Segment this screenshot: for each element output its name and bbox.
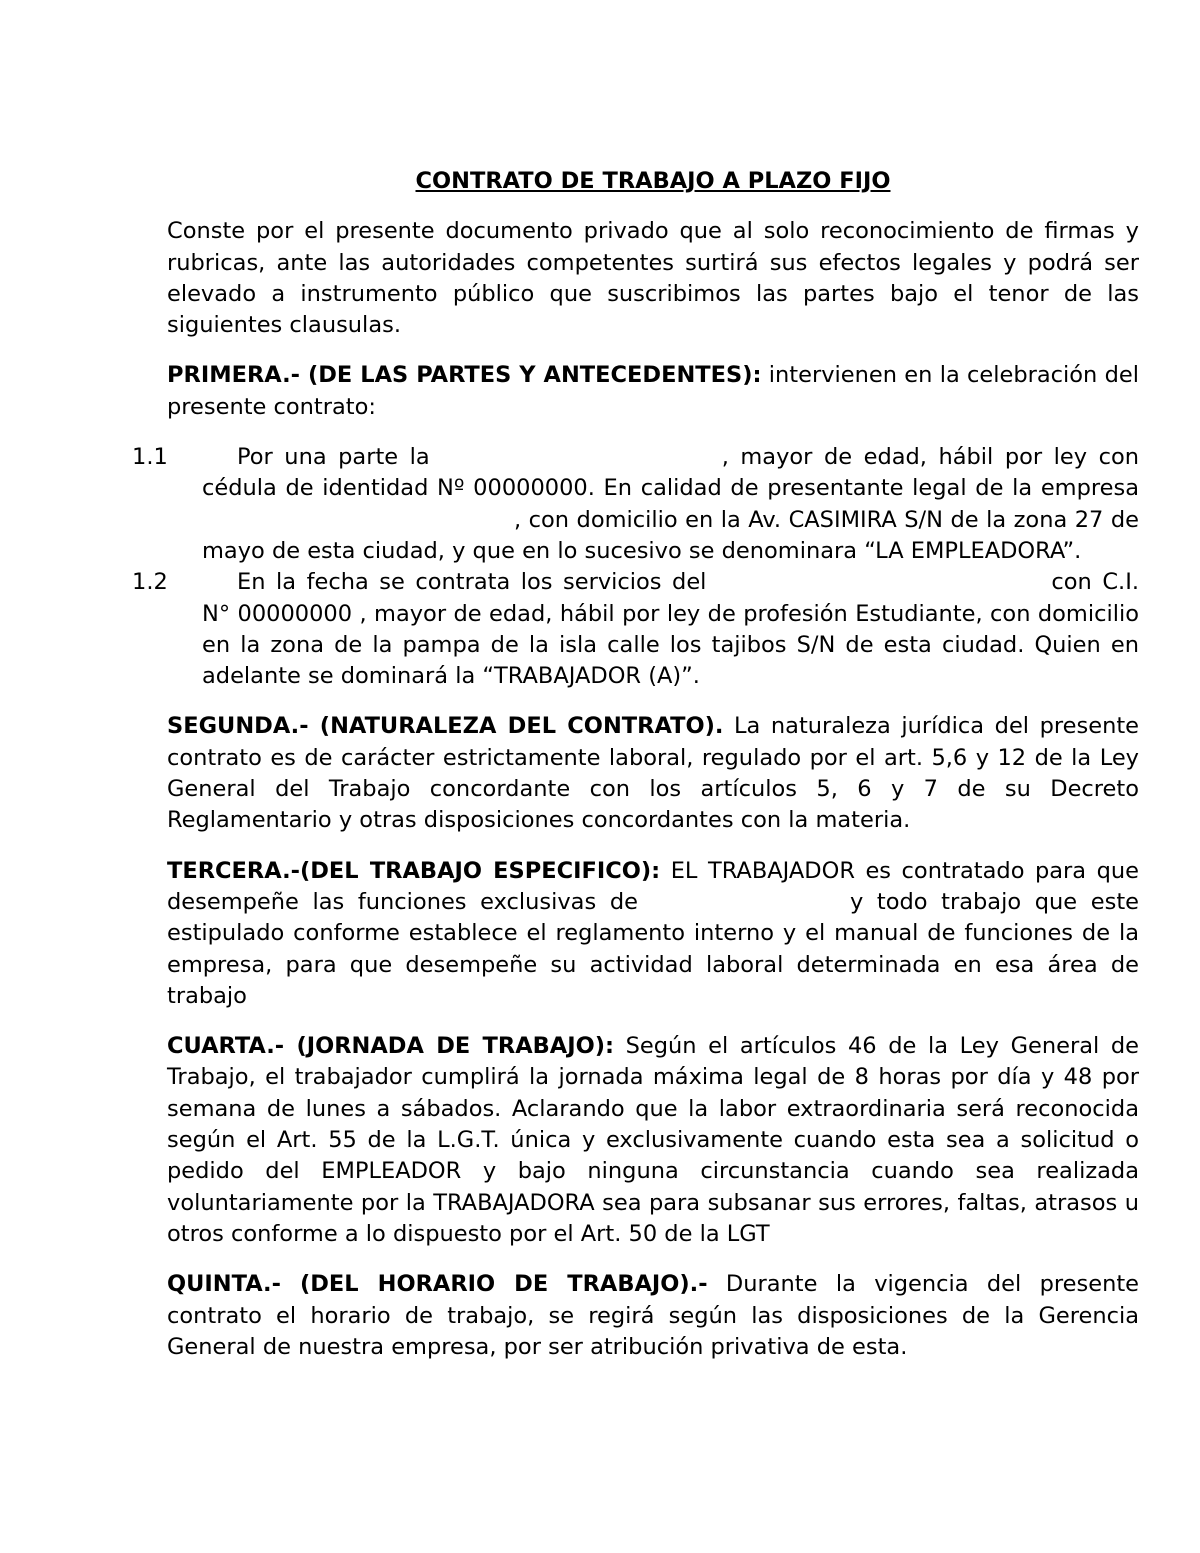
clause-cuarta-text: Según el artículos 46 de la Ley General de Trabajo, el trabajador cumplirá la jornada máxima legal de 8 horas por día y 48 por semana de lunes a sábados. Aclarando que la labor extraordinaria será reconocida según el Art. 55 de la L.G.T. única y exclusivamente cuando esta sea a solicitud o pedido del EMPLEADOR y bajo ninguna circunstancia cuando sea realizada voluntariamente por la TRABAJADORA sea para subsanar sus errores, faltas, atrasos u otros conforme a lo dispuesto por el Art. 50 de la LGT — [167, 1033, 1139, 1247]
clause-tercera-text: EL TRABAJADOR es contratado para que desempeñe las funciones exclusivas de — [167, 857, 1139, 915]
clause-quinta — [167, 1269, 1139, 1363]
list-item-text: , mayor de edad, hábil por ley con cédula de identidad Nº 00000000. En calidad de presentante legal de la empresa — [202, 444, 1139, 502]
clause-cuarta-heading: CUARTA.- (JORNADA DE TRABAJO): — [167, 1033, 614, 1060]
parties-list — [132, 442, 1139, 692]
list-item-text: En la fecha se contrata los servicios del — [237, 569, 707, 596]
clause-segunda-text: La naturaleza jurídica del presente contrato es de carácter estrictamente laboral, regulado por el art. 5,6 y 12 de la Ley General del Trabajo concordante con los artículos 5, 6 y 7 de su Decreto Reglamentario y otras disposiciones concordantes con la materia. — [167, 713, 1139, 834]
list-item-text: , con domicilio en la Av. CASIMIRA S/N de la zona 27 de mayo de esta ciudad, y que en lo sucesivo se denominara “LA EMPLEADORA”. — [202, 506, 1139, 564]
clause-cuarta — [167, 1031, 1139, 1250]
clause-segunda-heading: SEGUNDA.- (NATURALEZA DEL CONTRATO). — [167, 713, 724, 740]
clause-quinta-heading: QUINTA.- (DEL HORARIO DE TRABAJO).- — [167, 1271, 708, 1298]
clause-quinta-text: Durante la vigencia del presente contrato el horario de trabajo, se regirá según las disposiciones de la Gerencia General de nuestra empresa, por ser atribución privativa de esta. — [167, 1271, 1139, 1360]
clause-primera-heading: PRIMERA.- (DE LAS PARTES Y ANTECEDENTES): — [167, 362, 762, 389]
clause-segunda — [167, 711, 1139, 836]
list-item-text: Por una parte la — [237, 444, 430, 471]
list-item-number: 1.1 — [132, 444, 168, 471]
list-item — [132, 442, 1139, 567]
clause-primera — [167, 360, 1139, 423]
clause-primera-text: intervienen en la celebración del presente contrato: — [167, 362, 1139, 420]
list-item — [132, 567, 1139, 692]
list-item-text: con C.I. N° 00000000 , mayor de edad, hábil por ley de profesión Estudiante, con domicilio en la zona de la pampa de la isla calle los tajibos S/N de esta ciudad. Quien en adelante se dominará la “TRABAJADOR (A)”. — [202, 569, 1139, 690]
clause-tercera-heading: TERCERA.-(DEL TRABAJO ESPECIFICO): — [167, 857, 661, 884]
document-page — [132, 166, 1139, 1382]
intro-paragraph: Conste por el presente documento privado que al solo reconocimiento de firmas y rubricas, ante las autoridades competentes surtirá sus efectos legales y podrá ser elevado a instrumento público que suscribimos las partes bajo el tenor de las siguientes clausulas. — [167, 218, 1139, 339]
list-item-number: 1.2 — [132, 569, 168, 596]
document-title: CONTRATO DE TRABAJO A PLAZO FIJO — [415, 168, 891, 194]
clause-tercera — [167, 856, 1139, 1012]
clause-tercera-text: y todo trabajo que este estipulado conforme establece el reglamento interno y el manual de funciones de la empresa, para que desempeñe su actividad laboral determinada en esa área de trabajo — [167, 888, 1139, 1009]
